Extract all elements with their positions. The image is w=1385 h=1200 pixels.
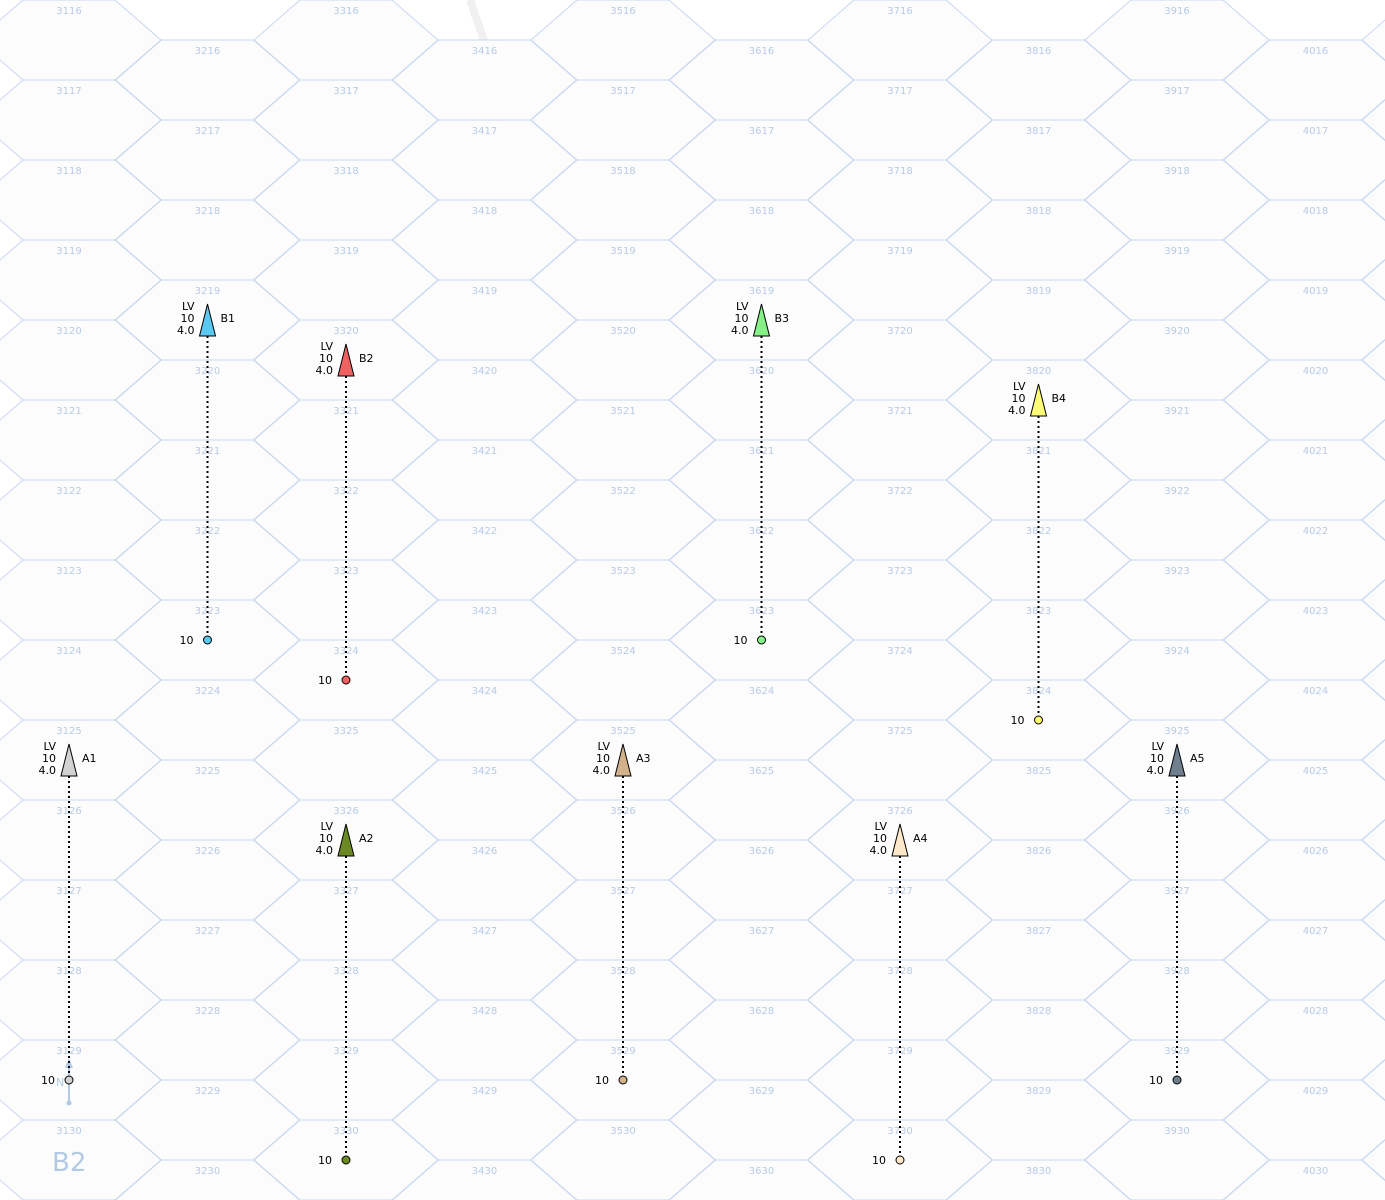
hex-number: 3627 (748, 926, 775, 937)
destination-marker[interactable] (1173, 1076, 1181, 1084)
hex-number: 3517 (610, 86, 636, 97)
hex-number: 3117 (56, 86, 82, 97)
hex-number: 3321 (333, 406, 359, 417)
hex-number: 3524 (610, 646, 636, 657)
hex-number: 3717 (887, 86, 913, 97)
hex-number: 4025 (1302, 766, 1329, 777)
hex-number: 3916 (1164, 6, 1190, 17)
hex-number: 3630 (748, 1166, 775, 1177)
hex-number: 3526 (610, 806, 636, 817)
hex-number: 3422 (471, 526, 498, 537)
hex-number: 4017 (1302, 126, 1329, 137)
unit-type: LV (43, 740, 56, 753)
hex-number: 3230 (194, 1166, 221, 1177)
unit-type: LV (597, 740, 610, 753)
hex-number: 3216 (194, 46, 221, 57)
hex-number: 3417 (471, 126, 498, 137)
hex-number: 3219 (194, 286, 221, 297)
hex-number: 3227 (194, 926, 221, 937)
hex-number: 3318 (333, 166, 359, 177)
hex-number: 3925 (1164, 726, 1190, 737)
hex-number: 3418 (471, 206, 498, 217)
hex-number: 3320 (333, 326, 359, 337)
hex-number: 3326 (333, 806, 359, 817)
unit-value: 4.0 (1146, 764, 1164, 777)
hex-number: 3729 (887, 1046, 913, 1057)
hex-number: 3625 (748, 766, 775, 777)
hex-number: 3223 (194, 606, 221, 617)
destination-mp-label: 10 (595, 1074, 609, 1087)
unit-movement: 10 (180, 312, 195, 325)
hex-number: 3126 (56, 806, 82, 817)
hex-number: 3520 (610, 326, 636, 337)
hex-number: 3725 (887, 726, 913, 737)
hex-number: 3721 (887, 406, 913, 417)
hex-number: 3525 (610, 726, 636, 737)
hex-number: 3826 (1025, 846, 1052, 857)
unit-id-label: A1 (82, 752, 97, 765)
hex-number: 4026 (1302, 846, 1329, 857)
destination-marker[interactable] (342, 676, 350, 684)
destination-marker[interactable] (1035, 716, 1043, 724)
hex-number: 3919 (1164, 246, 1190, 257)
hex-number: 3328 (333, 966, 359, 977)
hex-number: 3124 (56, 646, 82, 657)
hex-number: 3825 (1025, 766, 1052, 777)
hex-number: 3922 (1164, 486, 1190, 497)
destination-mp-label: 10 (318, 674, 332, 687)
hex-number: 3827 (1025, 926, 1052, 937)
destination-marker[interactable] (204, 636, 212, 644)
hex-number: 4019 (1302, 286, 1329, 297)
hex-number: 3521 (610, 406, 636, 417)
hex-number: 3522 (610, 486, 636, 497)
hex-number: 4024 (1302, 686, 1329, 697)
hex-number: 3225 (194, 766, 221, 777)
hex-number: 3119 (56, 246, 82, 257)
unit-value: 4.0 (315, 364, 333, 377)
unit-id-label: A4 (913, 832, 928, 845)
hex-number: 3716 (887, 6, 913, 17)
hex-number: 4030 (1302, 1166, 1329, 1177)
hex-number: 3120 (56, 326, 82, 337)
hex-number: 3523 (610, 566, 636, 577)
hex-number: 3927 (1164, 886, 1190, 897)
hex-number: 4023 (1302, 606, 1329, 617)
hex-number: 3728 (887, 966, 913, 977)
hex-number: 3123 (56, 566, 82, 577)
destination-marker[interactable] (758, 636, 766, 644)
destination-marker[interactable] (896, 1156, 904, 1164)
hex-number: 4022 (1302, 526, 1329, 537)
hex-number: 3429 (471, 1086, 498, 1097)
hex-number: 3730 (887, 1126, 913, 1137)
unit-type: LV (320, 820, 333, 833)
hex-number: 3917 (1164, 86, 1190, 97)
hex-number: 4027 (1302, 926, 1329, 937)
hex-number: 3928 (1164, 966, 1190, 977)
hex-number: 3229 (194, 1086, 221, 1097)
hex-number: 3421 (471, 446, 498, 457)
hex-number: 3626 (748, 846, 775, 857)
hex-number: 3720 (887, 326, 913, 337)
hex-number: 3821 (1025, 446, 1052, 457)
hex-number: 3220 (194, 366, 221, 377)
unit-value: 4.0 (38, 764, 56, 777)
hex-number: 3125 (56, 726, 82, 737)
hex-number: 3820 (1025, 366, 1052, 377)
hex-number: 3316 (333, 6, 359, 17)
hex-number: 4020 (1302, 366, 1329, 377)
hex-number: 3819 (1025, 286, 1052, 297)
hex-number: 3324 (333, 646, 359, 657)
hex-number: 3923 (1164, 566, 1190, 577)
hex-number: 3620 (748, 366, 775, 377)
unit-movement: 10 (873, 832, 887, 845)
hex-number: 4018 (1302, 206, 1329, 217)
hex-number: 3127 (56, 886, 82, 897)
hex-number: 3830 (1025, 1166, 1052, 1177)
unit-id-label: B1 (220, 312, 236, 325)
hex-number: 3423 (471, 606, 498, 617)
hex-number: 3529 (610, 1046, 636, 1057)
hex-number: 3226 (194, 846, 221, 857)
hex-number: 3722 (887, 486, 913, 497)
unit-value: 4.0 (1008, 404, 1026, 417)
destination-marker[interactable] (65, 1076, 73, 1084)
unit-type: LV (874, 820, 887, 833)
destination-marker[interactable] (342, 1156, 350, 1164)
hex-number: 3530 (610, 1126, 636, 1137)
hex-number: 3419 (471, 286, 498, 297)
hex-number: 3430 (471, 1166, 498, 1177)
destination-mp-label: 10 (1010, 714, 1025, 727)
hex-number: 3218 (194, 206, 221, 217)
hex-number: 3924 (1164, 646, 1190, 657)
hex-number: 3628 (748, 1006, 775, 1017)
unit-id-label: A5 (1190, 752, 1205, 765)
destination-mp-label: 10 (872, 1154, 886, 1167)
hex-number: 3629 (748, 1086, 775, 1097)
unit-value: 4.0 (315, 844, 333, 857)
destination-marker[interactable] (619, 1076, 627, 1084)
hex-number: 3920 (1164, 326, 1190, 337)
hex-number: 3926 (1164, 806, 1190, 817)
hex-number: 3818 (1025, 206, 1052, 217)
destination-mp-label: 10 (1149, 1074, 1163, 1087)
hex-number: 3718 (887, 166, 913, 177)
hex-number: 3121 (56, 406, 82, 417)
hex-number: 3623 (748, 606, 775, 617)
hex-number: 3222 (194, 526, 221, 537)
unit-movement: 10 (42, 752, 56, 765)
hex-number: 3221 (194, 446, 221, 457)
destination-mp-label: 10 (41, 1074, 55, 1087)
hex-number: 3317 (333, 86, 359, 97)
hex-number: 3329 (333, 1046, 359, 1057)
hex-number: 3426 (471, 846, 498, 857)
hex-number: 3723 (887, 566, 913, 577)
hex-number: 3624 (748, 686, 775, 697)
unit-movement: 10 (319, 352, 333, 365)
hex-number: 3116 (56, 6, 82, 17)
hex-number: 3224 (194, 686, 221, 697)
hex-number: 3816 (1025, 46, 1052, 57)
hex-number: 3130 (56, 1126, 82, 1137)
hex-number: 3420 (471, 366, 498, 377)
hex-number: 3330 (333, 1126, 359, 1137)
unit-type: LV (736, 300, 749, 313)
hex-number: 3118 (56, 166, 82, 177)
hex-number: 3824 (1025, 686, 1052, 697)
unit-movement: 10 (734, 312, 749, 325)
hex-number: 3518 (610, 166, 636, 177)
hex-number: 3228 (194, 1006, 221, 1017)
unit-movement: 10 (319, 832, 333, 845)
unit-id-label: B3 (774, 312, 790, 325)
hex-number: 3217 (194, 126, 221, 137)
hex-number: 3617 (748, 126, 775, 137)
hex-number: 3918 (1164, 166, 1190, 177)
hex-number: 3719 (887, 246, 913, 257)
hex-number: 3516 (610, 6, 636, 17)
hex-number: 4028 (1302, 1006, 1329, 1017)
unit-value: 4.0 (869, 844, 887, 857)
hex-number: 3616 (748, 46, 775, 57)
hex-number: 3327 (333, 886, 359, 897)
hex-number: 3427 (471, 926, 498, 937)
hex-number: 3323 (333, 566, 359, 577)
hex-number: 3618 (748, 206, 775, 217)
hex-number: 3416 (471, 46, 498, 57)
hex-number: 3424 (471, 686, 498, 697)
unit-id-label: A2 (359, 832, 374, 845)
unit-id-label: A3 (636, 752, 651, 765)
hex-number: 3822 (1025, 526, 1052, 537)
hex-number: 3519 (610, 246, 636, 257)
hex-number: 3428 (471, 1006, 498, 1017)
hex-number: 3921 (1164, 406, 1190, 417)
destination-mp-label: 10 (318, 1154, 332, 1167)
hex-number: 3528 (610, 966, 636, 977)
unit-value: 4.0 (731, 324, 749, 337)
hex-number: 3724 (887, 646, 913, 657)
hex-number: 3930 (1164, 1126, 1190, 1137)
hex-number: 3823 (1025, 606, 1052, 617)
unit-value: 4.0 (177, 324, 195, 337)
destination-mp-label: 10 (179, 634, 194, 647)
unit-id-label: B2 (359, 352, 374, 365)
hex-number: 3828 (1025, 1006, 1052, 1017)
hex-number: 3619 (748, 286, 775, 297)
unit-type: LV (320, 340, 333, 353)
hex-number: 4029 (1302, 1086, 1329, 1097)
unit-value: 4.0 (592, 764, 610, 777)
hex-number: 3527 (610, 886, 636, 897)
unit-movement: 10 (1011, 392, 1026, 405)
destination-mp-label: 10 (733, 634, 748, 647)
unit-type: LV (1151, 740, 1164, 753)
hex-number: 3621 (748, 446, 775, 457)
hex-number: 3425 (471, 766, 498, 777)
hex-number: 3929 (1164, 1046, 1190, 1057)
hex-number: 3622 (748, 526, 775, 537)
hex-number: 3122 (56, 486, 82, 497)
hex-number: 3829 (1025, 1086, 1052, 1097)
hex-number: 3727 (887, 886, 913, 897)
hex-number: 3322 (333, 486, 359, 497)
map-sheet-label: B2 (52, 1148, 87, 1178)
hex-number: 4021 (1302, 446, 1329, 457)
unit-type: LV (182, 300, 195, 313)
hex-number: 3817 (1025, 126, 1052, 137)
hex-number: 3325 (333, 726, 359, 737)
unit-id-label: B4 (1051, 392, 1067, 405)
unit-type: LV (1013, 380, 1026, 393)
hex-number: 3128 (56, 966, 82, 977)
hex-number: 4016 (1302, 46, 1329, 57)
unit-movement: 10 (1150, 752, 1164, 765)
hex-number: 3319 (333, 246, 359, 257)
svg-text:N: N (56, 1076, 65, 1089)
hex-number: 3129 (56, 1046, 82, 1057)
unit-movement: 10 (596, 752, 610, 765)
hex-number: 3726 (887, 806, 913, 817)
